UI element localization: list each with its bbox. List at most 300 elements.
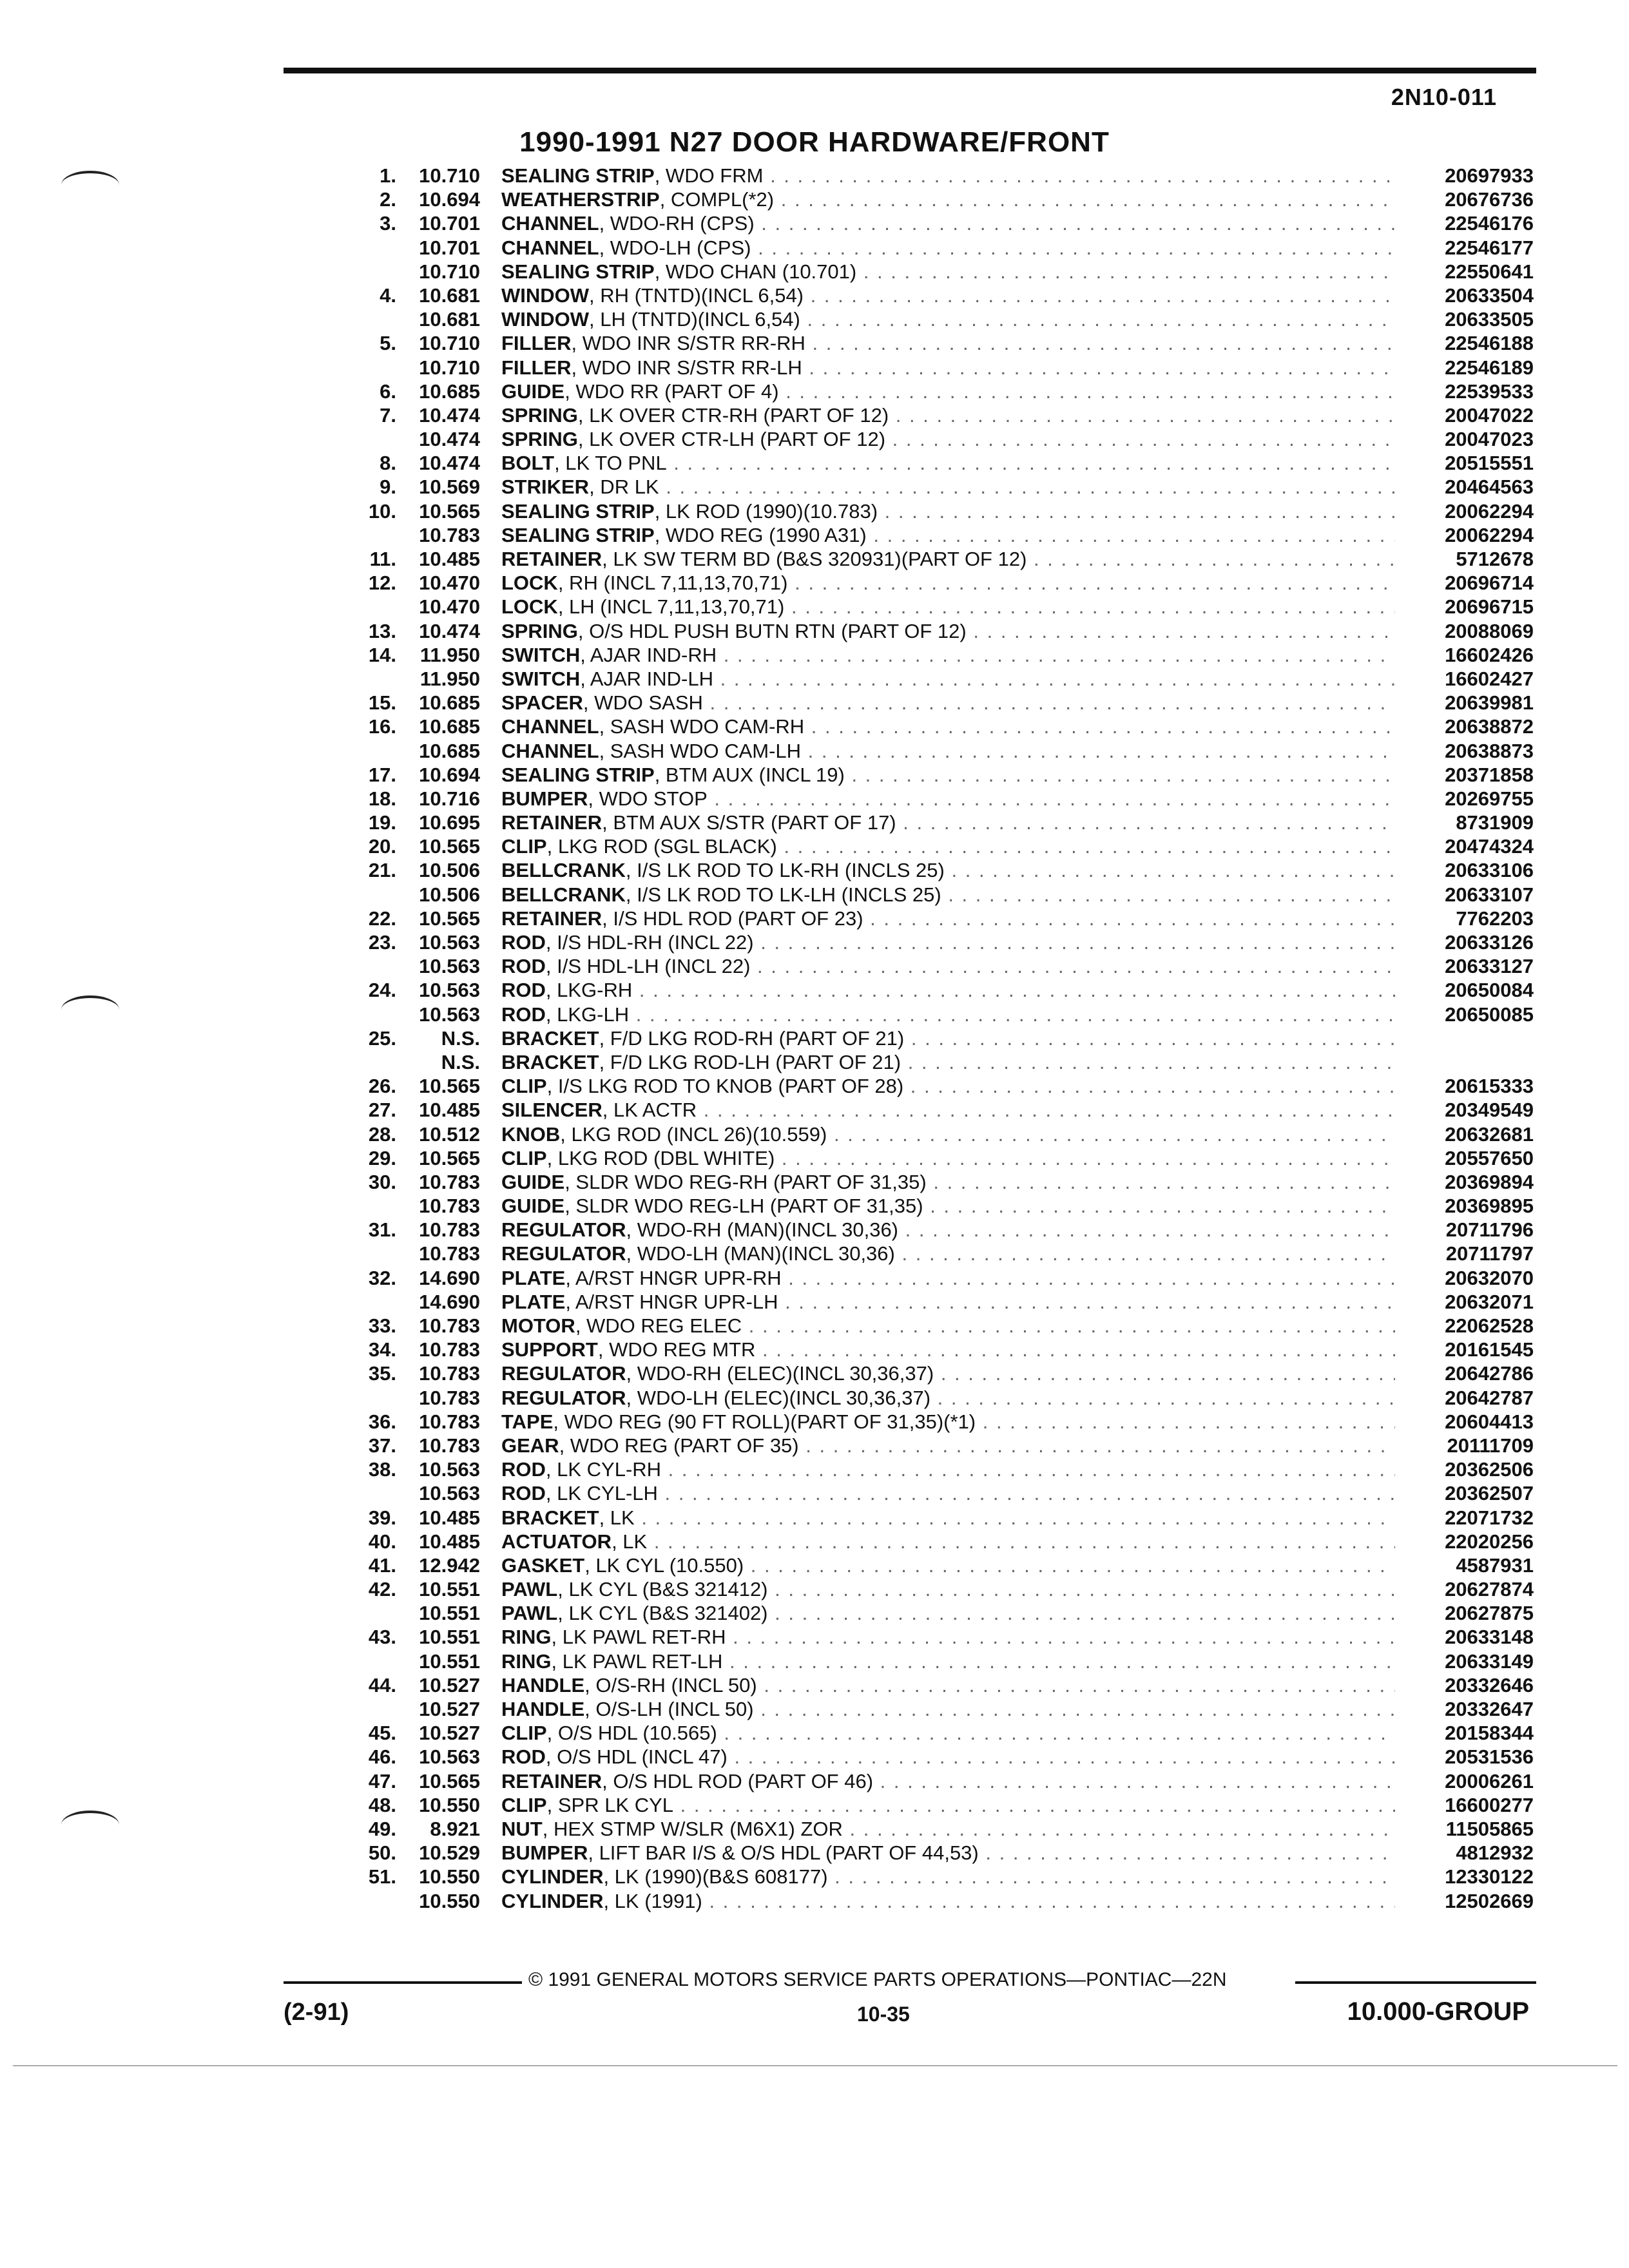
part-number: 12330122	[1445, 1865, 1534, 1888]
part-name: GUIDE	[501, 1170, 565, 1193]
ref-number: 5.	[380, 332, 396, 355]
group-number: 10.783	[419, 1195, 480, 1218]
part-description	[501, 740, 1395, 763]
part-row	[335, 1027, 1534, 1051]
part-name: ROD	[501, 1003, 546, 1026]
part-number: 4812932	[1456, 1841, 1534, 1865]
group-number: 10.563	[419, 1458, 480, 1481]
ref-number: 33.	[368, 1314, 396, 1337]
part-number: 20369895	[1445, 1195, 1534, 1218]
part-row	[335, 332, 1534, 356]
part-detail: , LIFT BAR I/S & O/S HDL (PART OF 44,53)	[588, 1841, 979, 1865]
part-number: 7762203	[1456, 907, 1534, 930]
part-detail: , LK CYL (B&S 321412)	[557, 1578, 768, 1601]
part-number: 20633106	[1445, 859, 1534, 882]
part-description	[501, 1770, 1395, 1793]
part-description	[501, 1578, 1395, 1601]
ref-number: 17.	[368, 763, 396, 786]
part-description	[501, 452, 1395, 475]
page-number: 10-35	[857, 2003, 910, 2026]
ref-number: 11.	[369, 548, 396, 570]
part-name: GASKET	[501, 1553, 585, 1577]
part-name: SEALING STRIP	[501, 763, 655, 786]
part-row	[335, 1051, 1534, 1075]
group-number: 10.565	[419, 1769, 480, 1792]
group-number: 10.565	[419, 1075, 480, 1098]
part-row	[335, 428, 1534, 452]
part-name: FILLER	[501, 356, 572, 379]
part-description	[501, 907, 1395, 930]
part-name: SEALING STRIP	[501, 523, 655, 546]
part-number: 20332647	[1445, 1698, 1534, 1720]
part-name: FILLER	[501, 332, 572, 355]
part-number: 20696715	[1445, 595, 1534, 619]
group-number: 10.485	[419, 1506, 480, 1529]
part-number: 4587931	[1456, 1553, 1534, 1577]
part-description	[501, 1218, 1395, 1242]
part-row	[335, 1242, 1534, 1266]
group-number: 10.474	[419, 452, 480, 475]
part-name: ROD	[501, 979, 546, 1002]
group-number: 10.474	[419, 619, 480, 642]
part-name: RETAINER	[501, 811, 602, 834]
ref-number: 19.	[368, 811, 396, 834]
part-name: WEATHERSTRIP	[501, 188, 660, 211]
group-number: 10.783	[419, 1386, 480, 1409]
part-description	[501, 1674, 1395, 1697]
part-name: SPACER	[501, 691, 583, 715]
part-number: 16602426	[1445, 643, 1534, 666]
part-row	[335, 1291, 1534, 1314]
part-detail: , LK PAWL RET-LH	[551, 1649, 723, 1673]
ref-number: 39.	[368, 1506, 396, 1529]
part-detail: , LK CYL (10.550)	[584, 1553, 744, 1577]
part-row	[335, 1530, 1534, 1554]
ref-number: 10.	[368, 499, 396, 523]
part-name: WINDOW	[501, 284, 590, 307]
part-name: TAPE	[501, 1410, 554, 1433]
part-name: BRACKET	[501, 1050, 599, 1073]
part-detail: , I/S HDL-RH (INCL 22)	[545, 931, 754, 954]
part-detail: , O/S HDL (INCL 47)	[545, 1745, 728, 1769]
part-row	[335, 1794, 1534, 1818]
part-row	[335, 1171, 1534, 1195]
part-row	[335, 1722, 1534, 1745]
group-number: 10.685	[419, 739, 480, 762]
part-detail: , WDO SASH	[583, 691, 703, 715]
part-description	[501, 764, 1395, 787]
part-detail: , WDO INR S/STR RR-RH	[571, 332, 805, 355]
part-description	[501, 1171, 1395, 1194]
part-number: 20711796	[1445, 1218, 1534, 1242]
part-description	[501, 1602, 1395, 1625]
part-name: RING	[501, 1626, 552, 1649]
part-row	[335, 1338, 1534, 1362]
part-number: 20650084	[1445, 979, 1534, 1002]
part-row	[335, 1554, 1534, 1578]
part-number: 20642787	[1445, 1386, 1534, 1409]
group-number: 10.563	[419, 955, 480, 978]
part-detail: , RH (INCL 7,11,13,70,71)	[557, 572, 788, 595]
top-rule	[284, 68, 1536, 73]
footer-rule	[1295, 1981, 1536, 1984]
ref-number: 1.	[380, 164, 396, 187]
part-number: 22539533	[1445, 380, 1534, 403]
group-number: 10.701	[419, 236, 480, 259]
part-description	[501, 1482, 1395, 1505]
part-number: 20711797	[1445, 1242, 1534, 1265]
group-number: 10.681	[419, 308, 480, 331]
part-number: 20332646	[1445, 1673, 1534, 1696]
group-number: 10.506	[419, 859, 480, 882]
ref-number: 8.	[380, 452, 396, 475]
part-detail: , LK SW TERM BD (B&S 320931)(PART OF 12)	[602, 548, 1027, 570]
group-number: 10.694	[419, 188, 480, 211]
part-description	[501, 811, 1395, 834]
part-detail: , O/S HDL (10.565)	[546, 1722, 717, 1745]
part-row	[335, 356, 1534, 380]
part-number: 22062528	[1445, 1314, 1534, 1337]
group-number: 10.783	[419, 523, 480, 546]
part-name: RETAINER	[501, 548, 602, 570]
ref-number: 29.	[368, 1146, 396, 1169]
ref-number: 42.	[368, 1578, 396, 1601]
part-row	[335, 1003, 1534, 1027]
part-description	[501, 188, 1395, 211]
group-number: 10.565	[419, 835, 480, 858]
part-detail: , LK ROD (1990)(10.783)	[654, 499, 878, 523]
part-description	[501, 1890, 1395, 1913]
footer-rule	[284, 1981, 522, 1984]
part-description	[501, 1242, 1395, 1265]
part-number: 20158344	[1445, 1722, 1534, 1745]
part-description	[501, 380, 1395, 403]
part-name: SPRING	[501, 428, 578, 451]
part-row	[335, 668, 1534, 691]
group-number: 10.470	[419, 572, 480, 595]
ref-number: 45.	[368, 1722, 396, 1745]
part-row	[335, 1745, 1534, 1769]
part-detail: , WDO-LH (MAN)(INCL 30,36)	[626, 1242, 895, 1265]
part-row	[335, 1123, 1534, 1147]
part-detail: , I/S LK ROD TO LK-LH (INCLS 25)	[625, 883, 941, 906]
ref-number: 20.	[368, 835, 396, 858]
part-row	[335, 740, 1534, 764]
ref-number: 16.	[368, 715, 396, 738]
group-number: 10.565	[419, 499, 480, 523]
part-name: REGULATOR	[501, 1362, 626, 1385]
group-number: 10.485	[419, 548, 480, 570]
ref-number: 46.	[368, 1745, 396, 1769]
scan-mark	[61, 171, 119, 199]
part-row	[335, 1865, 1534, 1889]
part-row	[335, 1147, 1534, 1171]
part-detail: , O/S-RH (INCL 50)	[584, 1673, 757, 1696]
scan-edge-line	[13, 2065, 1617, 2066]
part-number: 20557650	[1445, 1146, 1534, 1169]
part-number: 20633149	[1445, 1649, 1534, 1673]
part-number: 20642786	[1445, 1362, 1534, 1385]
part-description	[501, 1291, 1395, 1314]
ref-number: 9.	[380, 476, 396, 499]
part-description	[501, 1003, 1395, 1026]
part-name: SILENCER	[501, 1099, 602, 1122]
part-number: 20633126	[1445, 931, 1534, 954]
part-description	[501, 595, 1395, 619]
part-name: GUIDE	[501, 1195, 565, 1218]
part-detail: , WDO-RH (MAN)(INCL 30,36)	[626, 1218, 899, 1242]
part-description	[501, 1434, 1395, 1457]
part-row	[335, 1362, 1534, 1386]
group-number: 11.950	[419, 667, 480, 690]
part-description	[501, 1554, 1395, 1577]
part-name: CYLINDER	[501, 1865, 604, 1888]
part-detail: , LK OVER CTR-RH (PART OF 12)	[577, 403, 889, 427]
part-detail: , RH (TNTD)(INCL 6,54)	[589, 284, 804, 307]
group-number: 10.565	[419, 907, 480, 930]
part-description	[501, 1650, 1395, 1673]
part-number: 20369894	[1445, 1170, 1534, 1193]
group-number: 10.783	[419, 1218, 480, 1242]
part-name: CLIP	[501, 1722, 547, 1745]
part-detail: , WDO REG ELEC	[575, 1314, 742, 1337]
group-number: 10.551	[419, 1649, 480, 1673]
ref-number: 15.	[368, 691, 396, 715]
part-row	[335, 1075, 1534, 1099]
part-name: SEALING STRIP	[501, 499, 655, 523]
part-number: 22546177	[1445, 236, 1534, 259]
part-detail: , SLDR WDO REG-LH (PART OF 31,35)	[564, 1195, 923, 1218]
part-description	[501, 1626, 1395, 1649]
group-number: 10.512	[419, 1122, 480, 1146]
group-number: 10.783	[419, 1314, 480, 1337]
ref-number: 14.	[368, 643, 396, 666]
part-detail: , SPR LK CYL	[546, 1793, 674, 1816]
ref-number: 12.	[368, 572, 396, 595]
part-number: 20638872	[1445, 715, 1534, 738]
part-description	[501, 404, 1395, 427]
group-number: 10.569	[419, 476, 480, 499]
part-row	[335, 380, 1534, 404]
part-row	[335, 715, 1534, 739]
ref-number: 40.	[368, 1530, 396, 1553]
group-number: 10.563	[419, 931, 480, 954]
part-detail: , LKG ROD (SGL BLACK)	[546, 835, 777, 858]
part-row	[335, 308, 1534, 332]
part-name: HANDLE	[501, 1673, 585, 1696]
part-name: RING	[501, 1649, 552, 1673]
group-number: 10.783	[419, 1242, 480, 1265]
group-number: 10.550	[419, 1865, 480, 1888]
part-row	[335, 1099, 1534, 1122]
part-row	[335, 620, 1534, 644]
part-number: 20161545	[1445, 1338, 1534, 1361]
part-name: ROD	[501, 1482, 546, 1505]
part-row	[335, 1314, 1534, 1338]
part-row	[335, 691, 1534, 715]
ref-number: 23.	[368, 931, 396, 954]
part-row	[335, 1698, 1534, 1722]
part-name: STRIKER	[501, 476, 590, 499]
part-detail: , WDO-RH (ELEC)(INCL 30,36,37)	[626, 1362, 934, 1385]
part-name: MOTOR	[501, 1314, 575, 1337]
part-number: 20632070	[1445, 1266, 1534, 1289]
group-number: 10.716	[419, 787, 480, 810]
part-description	[501, 620, 1395, 643]
group-number: 10.710	[419, 260, 480, 283]
part-description	[501, 1865, 1395, 1888]
part-name: BUMPER	[501, 1841, 588, 1865]
part-number: 20633504	[1445, 284, 1534, 307]
group-number: 14.690	[419, 1266, 480, 1289]
part-number: 20696714	[1445, 572, 1534, 595]
part-detail: , SLDR WDO REG-RH (PART OF 31,35)	[564, 1170, 927, 1193]
part-number: 20638873	[1445, 739, 1534, 762]
part-detail: , LK OVER CTR-LH (PART OF 12)	[577, 428, 886, 451]
ref-number: 48.	[368, 1793, 396, 1816]
part-number: 20604413	[1445, 1410, 1534, 1433]
part-detail: , SASH WDO CAM-LH	[599, 739, 802, 762]
part-description	[501, 332, 1395, 355]
part-name: REGULATOR	[501, 1242, 626, 1265]
ref-number: 2.	[380, 188, 396, 211]
page-code: 2N10-011	[1391, 84, 1497, 110]
part-number: 20615333	[1445, 1075, 1534, 1098]
group-number: 10.563	[419, 979, 480, 1002]
part-name: ROD	[501, 955, 546, 978]
part-description	[501, 787, 1395, 811]
part-row	[335, 787, 1534, 811]
part-detail: , WDO FRM	[654, 164, 764, 187]
part-detail: , WDO-RH (CPS)	[599, 212, 755, 235]
group-number: N.S.	[441, 1026, 480, 1050]
part-description	[501, 668, 1395, 691]
part-number: 20627875	[1445, 1602, 1534, 1625]
part-detail: , LK PAWL RET-RH	[551, 1626, 726, 1649]
group-number: 10.527	[419, 1722, 480, 1745]
part-description	[501, 1338, 1395, 1361]
group-number: 8.921	[430, 1817, 480, 1840]
ref-number: 36.	[368, 1410, 396, 1433]
group-number: 10.685	[419, 380, 480, 403]
part-detail: , A/RST HNGR UPR-LH	[565, 1290, 778, 1313]
part-detail: , BTM AUX S/STR (PART OF 17)	[602, 811, 896, 834]
part-description	[501, 548, 1395, 571]
part-name: GUIDE	[501, 380, 565, 403]
group-number: N.S.	[441, 1050, 480, 1073]
part-row	[335, 476, 1534, 499]
page-title: 1990-1991 N27 DOOR HARDWARE/FRONT	[519, 126, 1110, 158]
part-detail: , LKG ROD (DBL WHITE)	[546, 1146, 775, 1169]
part-detail: , WDO-LH (CPS)	[599, 236, 751, 259]
part-description	[501, 524, 1395, 547]
part-detail: , WDO STOP	[588, 787, 708, 810]
part-detail: , I/S LK ROD TO LK-RH (INCLS 25)	[625, 859, 945, 882]
group-number: 10.550	[419, 1793, 480, 1816]
part-name: BUMPER	[501, 787, 588, 810]
part-name: ROD	[501, 1458, 546, 1481]
group-number: 10.563	[419, 1745, 480, 1769]
part-row	[335, 1267, 1534, 1291]
part-detail: , O/S-LH (INCL 50)	[584, 1698, 754, 1720]
part-detail: , F/D LKG ROD-RH (PART OF 21)	[599, 1026, 905, 1050]
part-number: 20362506	[1445, 1458, 1534, 1481]
part-number: 20474324	[1445, 835, 1534, 858]
ref-number: 30.	[368, 1170, 396, 1193]
part-description	[501, 1745, 1395, 1769]
part-name: RETAINER	[501, 1769, 602, 1792]
part-row	[335, 1482, 1534, 1506]
ref-number: 6.	[380, 380, 396, 403]
part-name: CYLINDER	[501, 1889, 604, 1912]
part-detail: , LKG-LH	[545, 1003, 630, 1026]
part-description	[501, 260, 1395, 284]
part-name: BRACKET	[501, 1506, 599, 1529]
part-row	[335, 1578, 1534, 1602]
part-name: SPRING	[501, 619, 578, 642]
part-number: 20633107	[1445, 883, 1534, 906]
part-description	[501, 284, 1395, 307]
group-number: 10.474	[419, 428, 480, 451]
ref-number: 38.	[368, 1458, 396, 1481]
group-number: 10.685	[419, 715, 480, 738]
part-number: 16602427	[1445, 667, 1534, 690]
part-row	[335, 1674, 1534, 1698]
group-number: 10.783	[419, 1362, 480, 1385]
part-name: CHANNEL	[501, 739, 599, 762]
part-description	[501, 212, 1395, 235]
part-description	[501, 356, 1395, 380]
part-detail: , LKG-RH	[545, 979, 633, 1002]
part-description	[501, 1147, 1395, 1170]
part-row	[335, 595, 1534, 619]
part-number: 20650085	[1445, 1003, 1534, 1026]
part-number: 20062294	[1445, 523, 1534, 546]
part-name: BELLCRANK	[501, 883, 626, 906]
group-number: 10.783	[419, 1170, 480, 1193]
part-number: 20111709	[1447, 1434, 1534, 1457]
part-detail: , HEX STMP W/SLR (M6X1) ZOR	[542, 1817, 843, 1840]
part-name: CLIP	[501, 1146, 547, 1169]
part-description	[501, 1794, 1395, 1817]
part-detail: , LK CYL (B&S 321402)	[557, 1602, 768, 1625]
group-number: 14.690	[419, 1290, 480, 1313]
part-row	[335, 1650, 1534, 1674]
part-number: 22546176	[1445, 212, 1534, 235]
part-row	[335, 1890, 1534, 1914]
part-row	[335, 164, 1534, 188]
part-detail: , LK	[612, 1530, 648, 1553]
part-number: 20633505	[1445, 308, 1534, 331]
part-detail: , COMPL(*2)	[659, 188, 775, 211]
part-name: CLIP	[501, 835, 547, 858]
part-row	[335, 548, 1534, 572]
part-name: WINDOW	[501, 308, 590, 331]
part-detail: , WDO RR (PART OF 4)	[564, 380, 779, 403]
part-description	[501, 308, 1395, 331]
group-number: 10.710	[419, 164, 480, 187]
part-name: SPRING	[501, 403, 578, 427]
part-number: 20627874	[1445, 1578, 1534, 1601]
part-number: 22546189	[1445, 356, 1534, 379]
part-description	[501, 883, 1395, 907]
part-description	[501, 236, 1395, 260]
part-detail: , DR LK	[589, 476, 659, 499]
group-number: 10.563	[419, 1003, 480, 1026]
part-detail: , WDO INR S/STR RR-LH	[571, 356, 802, 379]
part-description	[501, 1051, 1395, 1074]
part-number: 20349549	[1445, 1099, 1534, 1122]
